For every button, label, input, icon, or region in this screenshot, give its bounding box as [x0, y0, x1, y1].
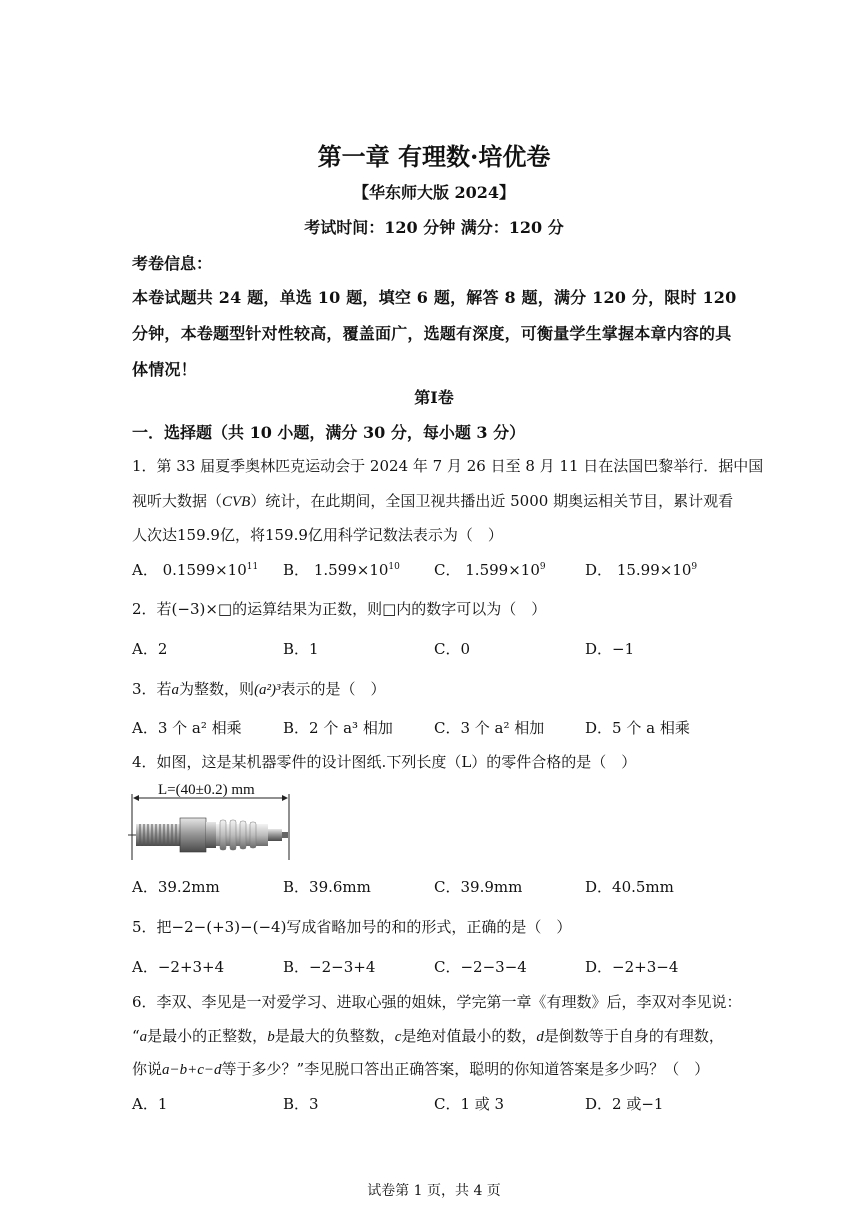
q1-option-c: C． $1.599\times 10^9$ [434, 561, 546, 579]
q3-var: a [171, 682, 180, 698]
q6-var-b: b [267, 1029, 275, 1045]
section-heading: 一．选择题（共 10 小题，满分 30 分，每小题 3 分） [132, 423, 526, 442]
q1-cvb: CVB [222, 494, 251, 510]
q6-line1: 6．李双、李见是一对爱学习、进取心强的姐妹，学完第一章《有理数》后，李双对李见说： [132, 993, 742, 1011]
figure-label: L=(40±0.2) mm [158, 782, 255, 798]
q4-option-c: C．39.9mm [434, 878, 523, 896]
q1-line3: 人次达159.9亿，将159.9亿用科学记数法表示为（ ） [132, 526, 503, 544]
q3-option-a: A．3 个 a² 相乘 [132, 719, 242, 737]
q1-option-b: B． $1.599\times 10^{10}$ [283, 561, 400, 579]
q5-option-c: C．−2−3−4 [434, 958, 527, 976]
intro-heading: 考卷信息： [132, 254, 213, 273]
q3-option-b: B．2 个 a³ 相加 [283, 719, 393, 737]
q6-option-c: C．1 或 3 [434, 1095, 505, 1113]
volume-label: 第Ⅰ卷 [414, 388, 454, 407]
q6-var-c: c [394, 1029, 402, 1045]
q1-line1: 1．第 33 届夏季奥林匹克运动会于 2024 年 7 月 26 日至 8 月 11 日在法国巴黎举行．据中国 [132, 457, 764, 475]
page-footer: 试卷第 1 页，共 4 页 [367, 1183, 501, 1199]
q6-var-a: a [139, 1029, 148, 1045]
q4-text: 4．如图，这是某机器零件的设计图纸.下列长度（L）的零件合格的是（ ） [132, 753, 637, 771]
q3-option-d: D．5 个 a 相乘 [585, 719, 690, 737]
q6-option-a: A．1 [132, 1095, 168, 1113]
q2-option-c: C．0 [434, 640, 471, 658]
q4-option-a: A．39.2mm [132, 878, 220, 896]
q6-option-d: D．2 或−1 [585, 1095, 664, 1113]
q6-option-b: B．3 [283, 1095, 319, 1113]
q6-var-d: d [536, 1029, 544, 1045]
q3-expr: (a²)³ [254, 682, 281, 698]
exam-info: 考试时间：120 分钟 满分：120 分 [304, 218, 564, 237]
q1-line2-pre: 视听大数据（ [132, 492, 223, 510]
q1-option-a: A． $0.1599\times 10^{11}$ [132, 561, 259, 579]
q1-option-d: D． $15.99\times 10^9$ [585, 561, 698, 579]
q5-option-a: A．−2+3+4 [132, 958, 225, 976]
q5-option-b: B．−2−3+4 [283, 958, 376, 976]
q2-text: 2．若(−3)×□的运算结果为正数，则□内的数字可以为（ ） [132, 600, 547, 618]
q2-option-b: B．1 [283, 640, 319, 658]
edition-label: 【华东师大版 2024】 [352, 183, 516, 202]
q4-option-b: B．39.6mm [283, 878, 371, 896]
q6-expr: a−b+c−d [162, 1062, 222, 1078]
intro-text: 本卷试题共 24 题，单选 10 题，填空 6 题，解答 8 题，满分 120 分，限时 120 分钟，本卷题型针对性较高，覆盖面广，选题有深度，可衡量学生掌握本章内容的具体情况！ [132, 288, 737, 379]
q2-option-a: A．2 [132, 640, 168, 658]
q6-line3: 你说a−b+c−d等于多少？”李见脱口答出正确答案，聪明的你知道答案是多少吗？（ ） [132, 1060, 710, 1078]
q3-option-c: C．3 个 a² 相加 [434, 719, 545, 737]
q1-line2-post: ）统计，在此期间，全国卫视共播出近 5000 期奥运相关节目，累计观看 [250, 492, 734, 510]
q5-option-d: D．−2+3−4 [585, 958, 679, 976]
spark-plug-figure [128, 780, 296, 862]
q6-line2: “a是最小的正整数，b是最大的负整数，c是绝对值最小的数，d是倒数等于自身的有理数， [132, 1027, 724, 1045]
q4-option-d: D．40.5mm [585, 878, 674, 896]
page-title: 第一章 有理数·培优卷 [317, 142, 551, 171]
q2-option-d: D．−1 [585, 640, 635, 658]
q1-line2 [132, 490, 733, 511]
q5-text: 5．把−2−(+3)−(−4)写成省略加号的和的形式，正确的是（ ） [132, 918, 572, 936]
q3-text: 3．若a为整数，则(a²)³表示的是（ ） [132, 680, 386, 698]
